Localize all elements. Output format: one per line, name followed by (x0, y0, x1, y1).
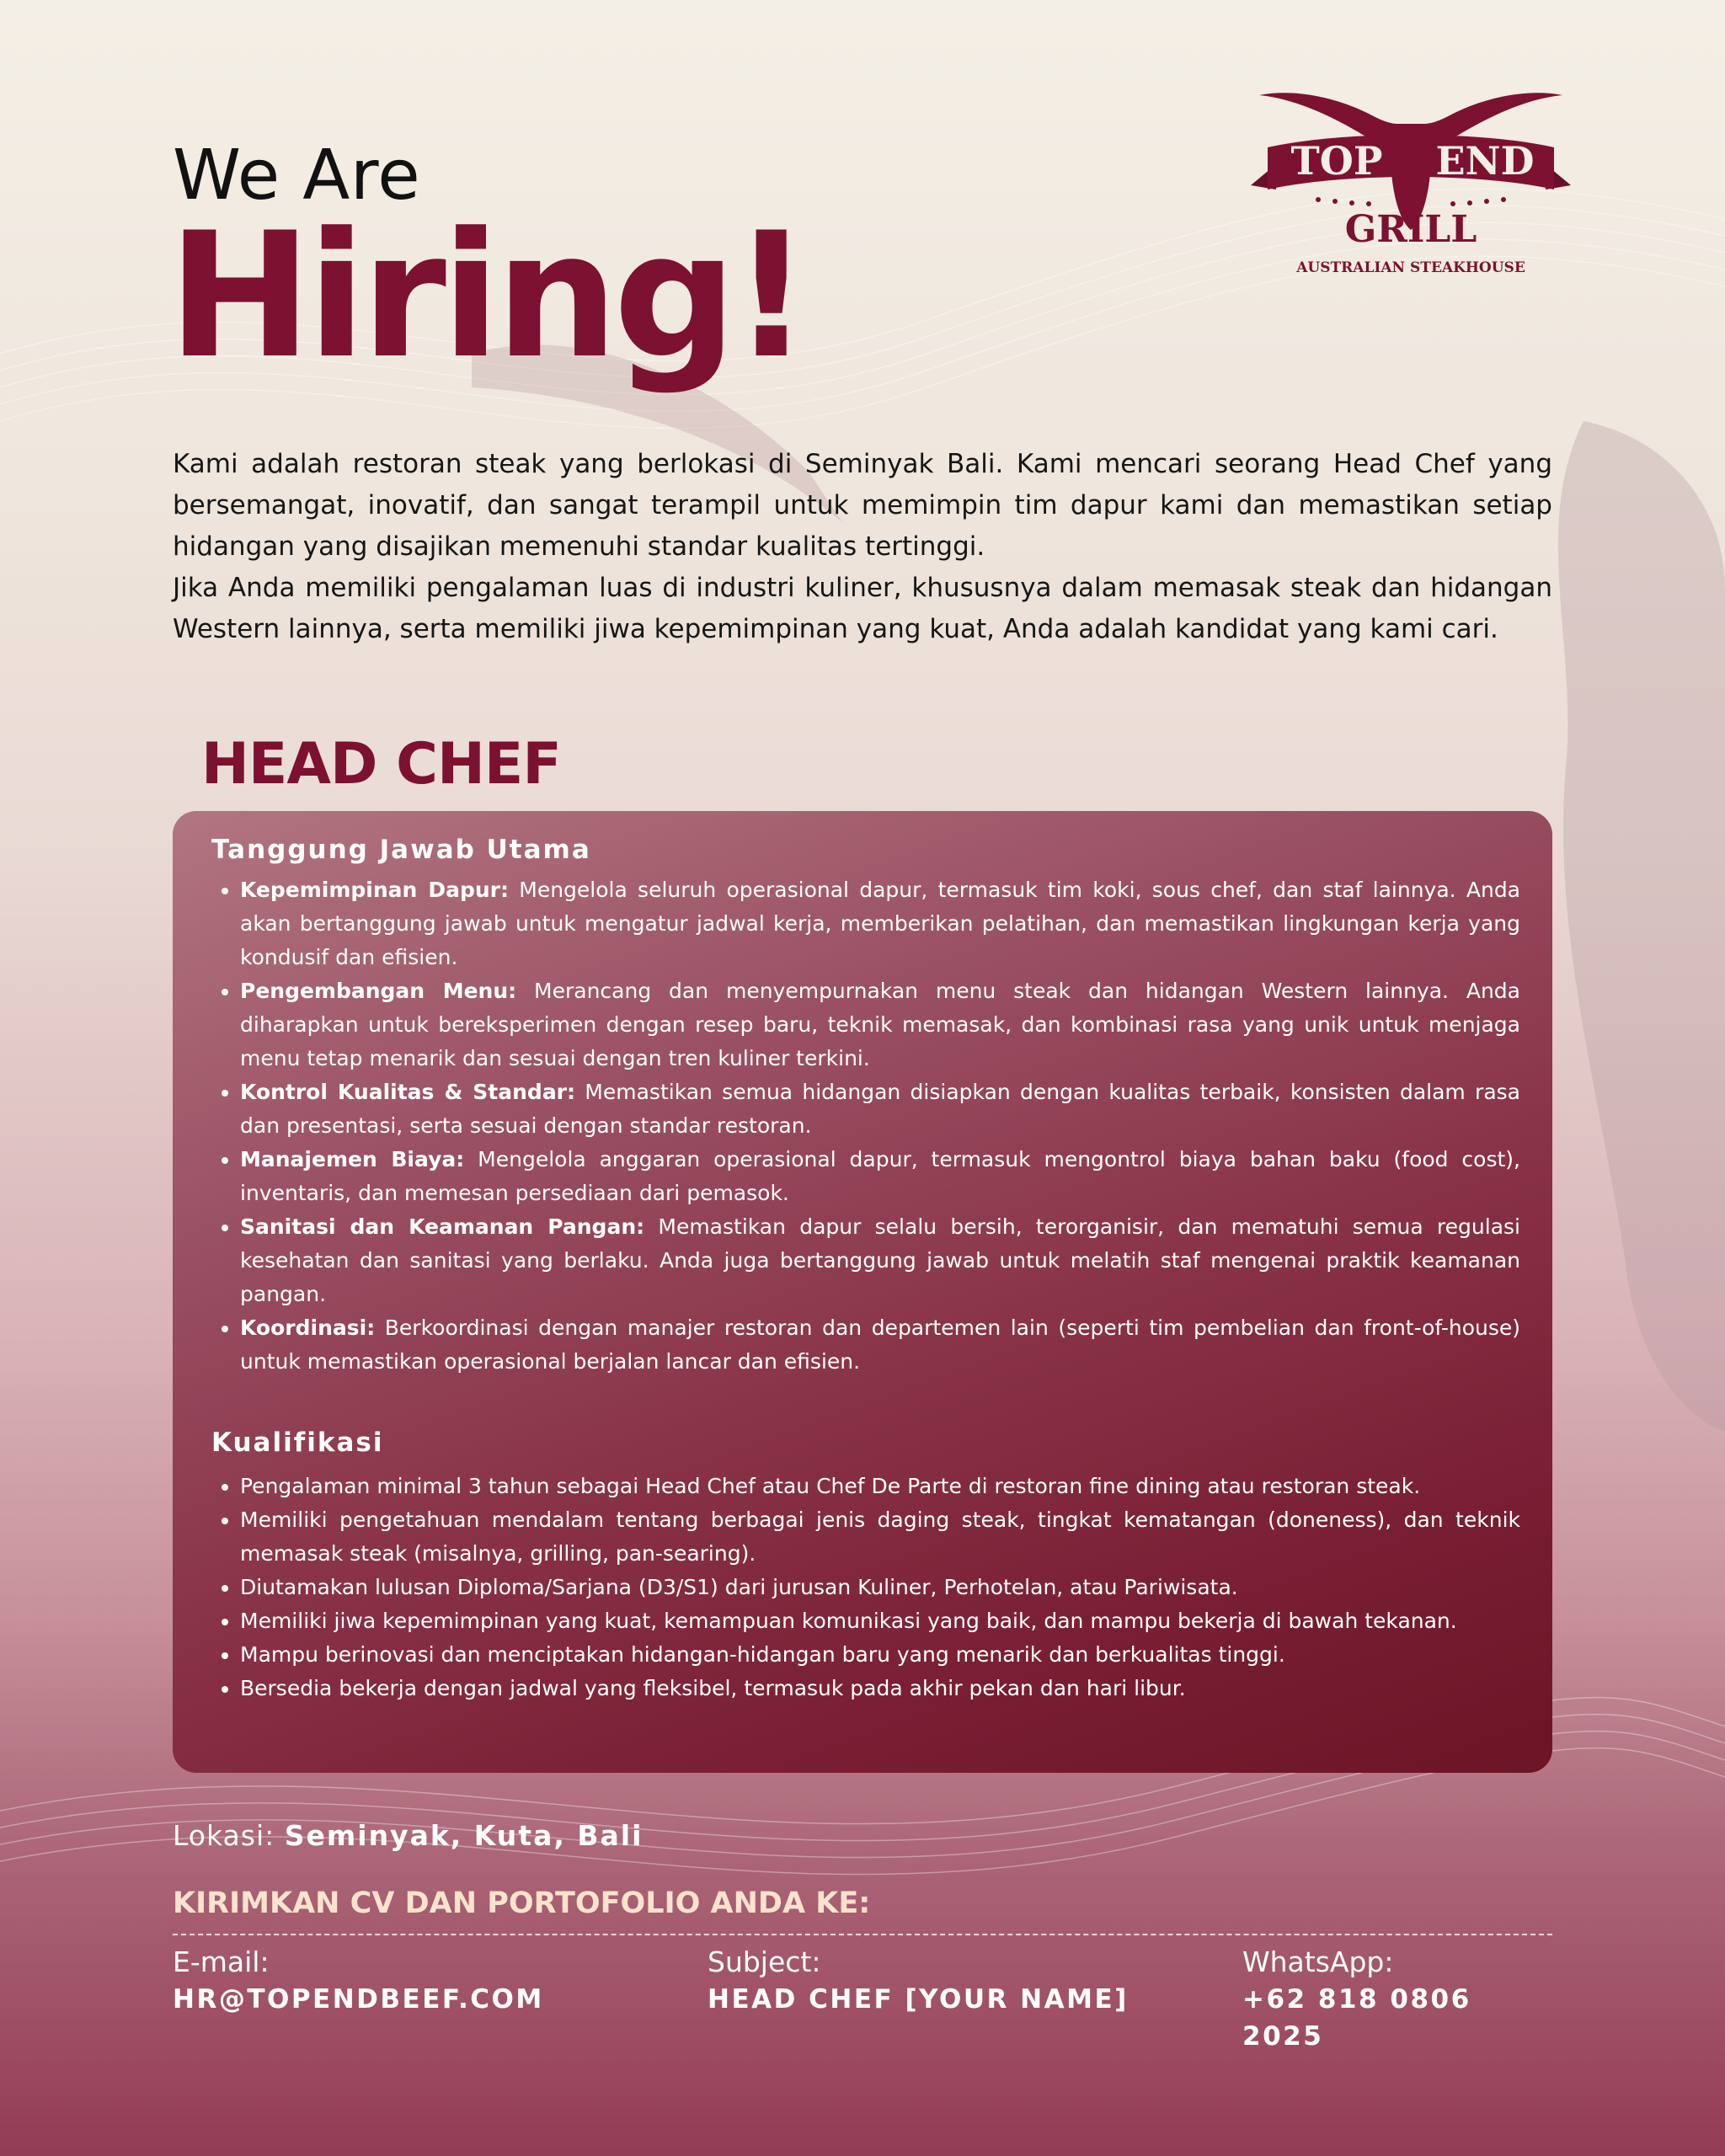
brand-logo (1242, 80, 1579, 291)
list-item (240, 1075, 1520, 1143)
email-label: E-mail: (173, 1945, 270, 1978)
list-item (240, 1311, 1520, 1379)
whatsapp-label: WhatsApp: (1242, 1945, 1394, 1978)
item-text: Memastikan dapur selalu bersih, terorganisir, dan mematuhi semua regulasi kesehatan dan sanitasi yang berlaku. Anda juga bertanggung jawab untuk melatih staf mengenai praktik keamanan pangan. (240, 1214, 1520, 1306)
list-item (240, 1210, 1520, 1311)
whatsapp-value[interactable]: +62 818 0806 2025 (1242, 1984, 1471, 2052)
list-item: • Bersedia bekerja dengan jadwal yang fleksibel, termasuk pada akhir pekan dan hari libur. (240, 1672, 1520, 1705)
logo-text-grill: GRILL (1344, 208, 1477, 251)
qualifications-heading: Kualifikasi (211, 1428, 384, 1458)
poster (168, 0, 1552, 2156)
item-label: Sanitasi dan Keamanan Pangan: (240, 1214, 645, 1239)
intro-text (173, 444, 1552, 650)
list-item: • Mampu berinovasi dan menciptakan hidangan-hidangan baru yang menarik dan berkualitas tinggi. (240, 1638, 1520, 1672)
contact-email (173, 1944, 544, 2018)
logo-text-top: TOP (1290, 138, 1383, 184)
responsibilities-heading: Tanggung Jawab Utama (211, 835, 591, 865)
item-label: Koordinasi: (240, 1315, 376, 1340)
list-item: • Diutamakan lulusan Diploma/Sarjana (D3/S1) dari jurusan Kuliner, Perhotelan, atau Pariwisata. (240, 1571, 1520, 1604)
responsibilities-list (211, 873, 1520, 1379)
location-label: Lokasi: (173, 1819, 285, 1852)
job-details-card (173, 811, 1552, 1773)
subject-label: Subject: (708, 1945, 821, 1978)
list-item: • Memiliki pengetahuan mendalam tentang berbagai jenis daging steak, tingkat kematangan (doneness), dan teknik memasak steak (misalnya, grilling, pan-searing). (240, 1503, 1520, 1571)
intro-paragraph-2: Jika Anda memiliki pengalaman luas di industri kuliner, khususnya dalam memasak steak dan hidangan Western lainnya, serta memiliki jiwa kepemimpinan yang kuat, Anda adalah kandidat yang kami cari. (173, 573, 1552, 644)
item-text: Mengelola anggaran operasional dapur, termasuk mengontrol biaya bahan baku (food cost), inventaris, dan memesan persediaan dari pemasok. (240, 1147, 1520, 1205)
location (173, 1819, 643, 1852)
contact-whatsapp (1242, 1944, 1552, 2055)
divider (173, 1934, 1552, 1935)
apply-heading: KIRIMKAN CV DAN PORTOFOLIO ANDA KE: (173, 1886, 871, 1920)
contact-subject (708, 1944, 1129, 2018)
list-item: • Pengalaman minimal 3 tahun sebagai Head Chef atau Chef De Parte di restoran fine dining atau restoran steak. (240, 1470, 1520, 1503)
item-text: Merancang dan menyempurnakan menu steak dan hidangan Western lainnya. Anda diharapkan untuk bereksperimen dengan resep baru, teknik memasak, dan kombinasi rasa yang unik untuk menjaga menu tetap menarik dan sesuai dengan tren kuliner terkini. (240, 979, 1520, 1070)
subject-value: HEAD CHEF [YOUR NAME] (708, 1984, 1129, 2015)
list-item (240, 873, 1520, 974)
location-value: Seminyak, Kuta, Bali (284, 1819, 644, 1852)
item-text: Memastikan semua hidangan disiapkan dengan kualitas terbaik, konsisten dalam rasa dan presentasi, serta sesuai dengan standar restoran. (240, 1080, 1520, 1138)
logo-text-end: END (1435, 138, 1535, 184)
item-text: Mengelola seluruh operasional dapur, termasuk tim koki, sous chef, dan staf lainnya. Anda akan bertanggung jawab untuk mengatur jadwal kerja, memberikan pelatihan, dan memastikan lingkungan kerja yang kondusif dan efisien. (240, 878, 1521, 969)
list-item (240, 1143, 1520, 1210)
qualifications-list (211, 1470, 1520, 1705)
headline-main: Hiring! (168, 196, 806, 397)
email-value[interactable]: HR@TOPENDBEEF.COM (173, 1984, 544, 2015)
list-item: • Memiliki jiwa kepemimpinan yang kuat, kemampuan komunikasi yang baik, dan mampu bekerja di bawah tekanan. (240, 1604, 1520, 1638)
list-item (240, 974, 1520, 1075)
headline-pre: We Are (173, 136, 421, 216)
item-label: Manajemen Biaya: (240, 1147, 465, 1171)
item-label: Kontrol Kualitas & Standar: (240, 1080, 576, 1104)
job-title: HEAD CHEF (201, 731, 561, 798)
item-text: Berkoordinasi dengan manajer restoran dan departemen lain (seperti tim pembelian dan front-of-house) untuk memastikan operasional berjalan lancar dan efisien. (240, 1315, 1520, 1374)
intro-paragraph-1: Kami adalah restoran steak yang berlokasi di Seminyak Bali. Kami mencari seorang Head Chef yang bersemangat, inovatif, dan sangat terampil untuk memimpin tim dapur kami dan memastikan setiap hidangan yang disajikan memenuhi standar kualitas tertinggi. (173, 449, 1552, 562)
item-label: Kepemimpinan Dapur: (240, 878, 509, 902)
item-label: Pengembangan Menu: (240, 979, 517, 1003)
logo-tagline: AUSTRALIAN STEAKHOUSE (1296, 259, 1525, 276)
